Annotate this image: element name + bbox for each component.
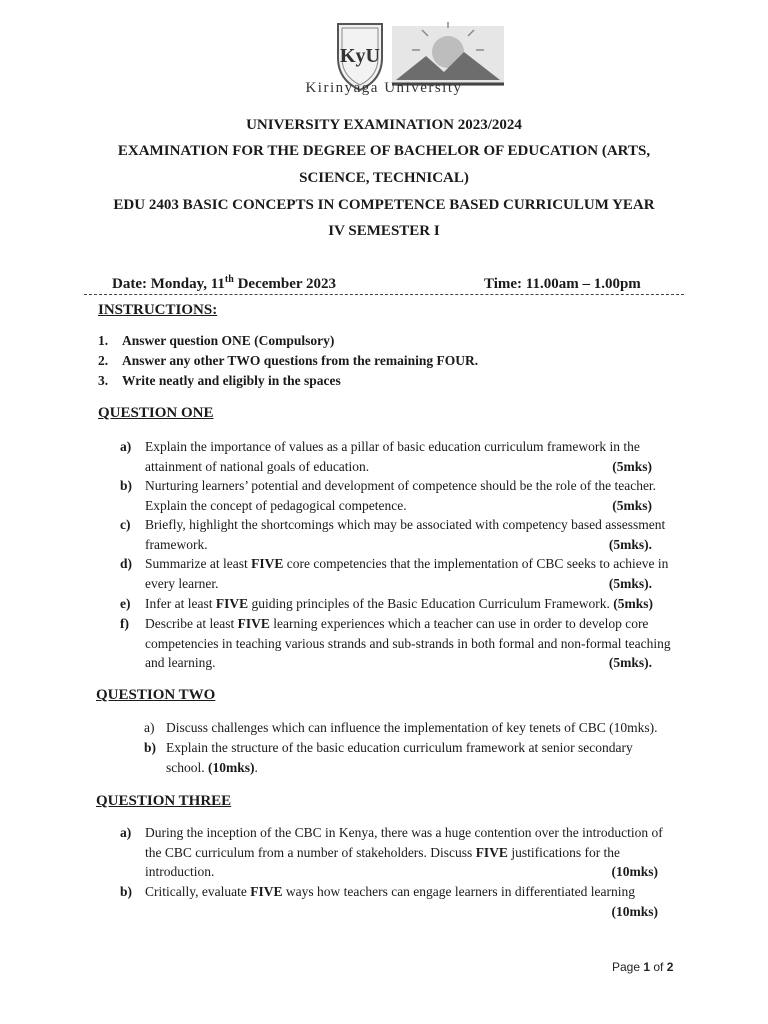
marks: (10mks) xyxy=(611,864,658,879)
exam-heading: UNIVERSITY EXAMINATION 2023/2024 xyxy=(246,117,522,133)
question-two-a: a) Discuss challenges which can influence the implementation of key tenets of CBC (10mks). xyxy=(144,720,658,735)
degree-heading-line1: EXAMINATION FOR THE DEGREE OF BACHELOR OF EDUCATION (ARTS, xyxy=(117,143,651,159)
marks: (5mks) xyxy=(612,458,652,474)
question-one-a: a) Explain the importance of values as a pillar of basic education curriculum framework in the attainment of national goals of education. (5mks) xyxy=(120,437,700,477)
instruction-item: 1. Answer question ONE (Compulsory) xyxy=(98,333,335,348)
question-one-e: e) Infer at least FIVE guiding principles of the Basic Education Curriculum Framework. (5mks) xyxy=(120,596,654,611)
question-one-title: QUESTION ONE xyxy=(98,405,214,421)
question-two-b: b) Explain the structure of the basic education curriculum framework at senior secondary school. (10mks). xyxy=(144,740,633,775)
date-time-row xyxy=(84,276,684,295)
degree-heading-line2: SCIENCE, TECHNICAL) xyxy=(299,170,469,186)
marks: (5mks). xyxy=(608,575,652,591)
exam-date: Date: Monday, 11th December 2023 xyxy=(112,274,337,292)
question-three-b: b) Critically, evaluate FIVE ways how teachers can engage learners in differentiated learning (10mks) xyxy=(120,882,700,922)
question-two-title: QUESTION TWO xyxy=(96,687,216,703)
page-number: Page 1 of 2 xyxy=(612,960,674,974)
university-name: Kirinyaga University xyxy=(305,80,463,96)
exam-time: Time: 11.00am – 1.00pm xyxy=(484,276,641,292)
marks: (10mks) xyxy=(611,903,658,919)
question-three-a: a) During the inception of the CBC in Kenya, there was a huge contention over the introduction of the CBC curriculum from a number of stakeholders. Discuss FIVE justifications for the introduction. (10mks) xyxy=(120,823,700,883)
instructions-title: INSTRUCTIONS: xyxy=(98,302,218,318)
logo-lettering: KyU xyxy=(340,45,380,67)
instruction-item: 2. Answer any other TWO questions from the remaining FOUR. xyxy=(98,353,479,368)
instruction-item: 3. Write neatly and eligibly in the spaces xyxy=(98,373,341,388)
marks: (5mks). xyxy=(608,655,652,670)
marks: (5mks). xyxy=(608,536,652,552)
marks: (5mks) xyxy=(613,596,654,611)
question-three-title: QUESTION THREE xyxy=(96,793,232,809)
question-one-f: f) Describe at least FIVE learning experiences which a teacher can use in order to develop core competencies in teaching various strands and sub-strands in both formal and non-formal teaching and learning. (5mks). xyxy=(120,614,700,674)
course-heading-line1: EDU 2403 BASIC CONCEPTS IN COMPETENCE BASED CURRICULUM YEAR xyxy=(113,197,655,213)
question-one-c: c) Briefly, highlight the shortcomings which may be associated with competency based assessment framework. (5mks). xyxy=(120,515,700,555)
question-one-b: b) Nurturing learners’ potential and development of competence should be the role of the teacher. Explain the concept of pedagogical competence. (5mks) xyxy=(120,476,700,516)
course-heading-line2: IV SEMESTER I xyxy=(328,223,440,239)
marks: (10mks) xyxy=(208,759,255,775)
question-one-d: d) Summarize at least FIVE core competencies that the implementation of CBC seeks to achieve in every learner. (5mks). xyxy=(120,554,700,594)
marks: (5mks) xyxy=(612,497,652,513)
